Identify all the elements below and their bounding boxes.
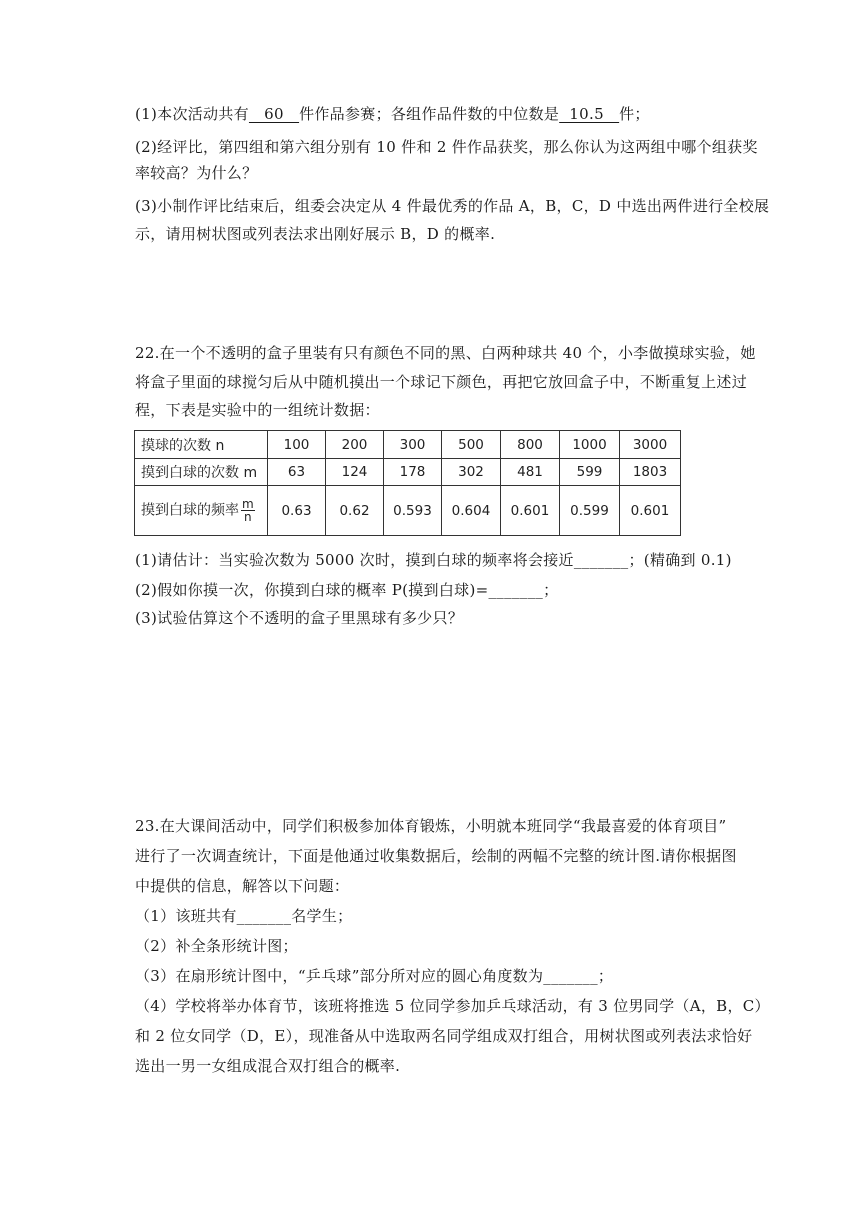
q21-answer-median: 10.5: [559, 105, 620, 123]
q23-stem-line3: 中提供的信息，解答以下问题：: [135, 877, 350, 895]
q21-part2-line2: 率较高？为什么？: [135, 164, 258, 182]
fraction-denominator: n: [244, 510, 252, 524]
cell-n-1: 200: [326, 431, 384, 459]
q23-sub2: （2）补全条形统计图；: [135, 937, 298, 955]
fraction-m-over-n: [241, 498, 255, 523]
cell-freq-3: 0.604: [442, 486, 501, 536]
q23-sub4-line1: （4）学校将举办体育节，该班将推选 5 位同学参加乒乓球活动，有 3 位男同学（A，B，C）: [135, 997, 770, 1015]
cell-m-4: 481: [501, 459, 560, 486]
q23-sub4-line2: 和 2 位女同学（D，E），现准备从中选取两名同学组成双打组合，用树状图或列表法求恰好: [135, 1027, 753, 1045]
cell-n-4: 800: [501, 431, 560, 459]
q21-answer-total: 60: [248, 105, 300, 123]
q21-part1-text-a: (1)本次活动共有: [135, 105, 249, 123]
table-row-freq: [135, 486, 681, 536]
row-label-freq-text: 摸到白球的频率: [141, 502, 239, 519]
cell-freq-5: 0.599: [560, 486, 620, 536]
fraction-numerator: m: [242, 497, 254, 511]
cell-m-3: 302: [442, 459, 501, 486]
cell-n-2: 300: [384, 431, 442, 459]
cell-n-5: 1000: [560, 431, 620, 459]
row-label-freq: [135, 486, 268, 536]
q21-part1-text-b: 件作品参赛；各组作品件数的中位数是: [299, 105, 560, 123]
q23-sub3: （3）在扇形统计图中，“乒乓球”部分所对应的圆心角度数为_______；: [135, 967, 614, 985]
q21-part1: [135, 104, 650, 124]
table-row-n: [135, 431, 681, 459]
q22-stem-line3: 程，下表是实验中的一组统计数据：: [135, 401, 380, 419]
cell-m-0: 63: [268, 459, 326, 486]
cell-n-6: 3000: [620, 431, 681, 459]
cell-freq-1: 0.62: [326, 486, 384, 536]
cell-m-5: 599: [560, 459, 620, 486]
q21-part1-text-c: 件；: [619, 105, 650, 123]
q23-stem-line2: 进行了一次调查统计，下面是他通过收集数据后，绘制的两幅不完整的统计图.请你根据图: [135, 847, 737, 865]
q22-stem-line1: 22.在一个不透明的盒子里装有只有颜色不同的黑、白两种球共 40 个，小李做摸球实验，她: [135, 344, 756, 362]
q22-sub3: (3)试验估算这个不透明的盒子里黑球有多少只？: [135, 609, 464, 627]
cell-m-6: 1803: [620, 459, 681, 486]
q21-part3-line1: (3)小制作评比结束后，组委会决定从 4 件最优秀的作品 A，B，C，D 中选出两件进行全校展: [135, 197, 770, 215]
cell-m-1: 124: [326, 459, 384, 486]
q22-stem-line2: 将盒子里面的球搅匀后从中随机摸出一个球记下颜色，再把它放回盒子中，不断重复上述过: [135, 373, 748, 391]
q21-part3-line2: 示，请用树状图或列表法求出刚好展示 B，D 的概率.: [135, 225, 496, 243]
table-row-m: [135, 459, 681, 486]
cell-m-2: 178: [384, 459, 442, 486]
q22-sub1: (1)请估计：当实验次数为 5000 次时，摸到白球的频率将会接近_______；(精确到 0.1): [135, 551, 732, 569]
q22-data-table: [134, 430, 681, 536]
cell-freq-4: 0.601: [501, 486, 560, 536]
cell-n-0: 100: [268, 431, 326, 459]
q21-part2-line1: (2)经评比，第四组和第六组分别有 10 件和 2 件作品获奖，那么你认为这两组中哪个组获奖: [135, 138, 758, 156]
cell-freq-2: 0.593: [384, 486, 442, 536]
row-label-m: 摸到白球的次数 m: [135, 459, 268, 486]
q22-sub2: (2)假如你摸一次，你摸到白球的概率 P(摸到白球)=_______；: [135, 581, 559, 599]
cell-n-3: 500: [442, 431, 501, 459]
row-label-n: 摸球的次数 n: [135, 431, 268, 459]
q23-stem-line1: 23.在大课间活动中，同学们积极参加体育锻炼，小明就本班同学“我最喜爱的体育项目”: [135, 817, 727, 835]
cell-freq-6: 0.601: [620, 486, 681, 536]
q23-sub1: （1）该班共有_______名学生；: [135, 907, 353, 925]
cell-freq-0: 0.63: [268, 486, 326, 536]
q23-sub4-line3: 选出一男一女组成混合双打组合的概率.: [135, 1057, 401, 1075]
